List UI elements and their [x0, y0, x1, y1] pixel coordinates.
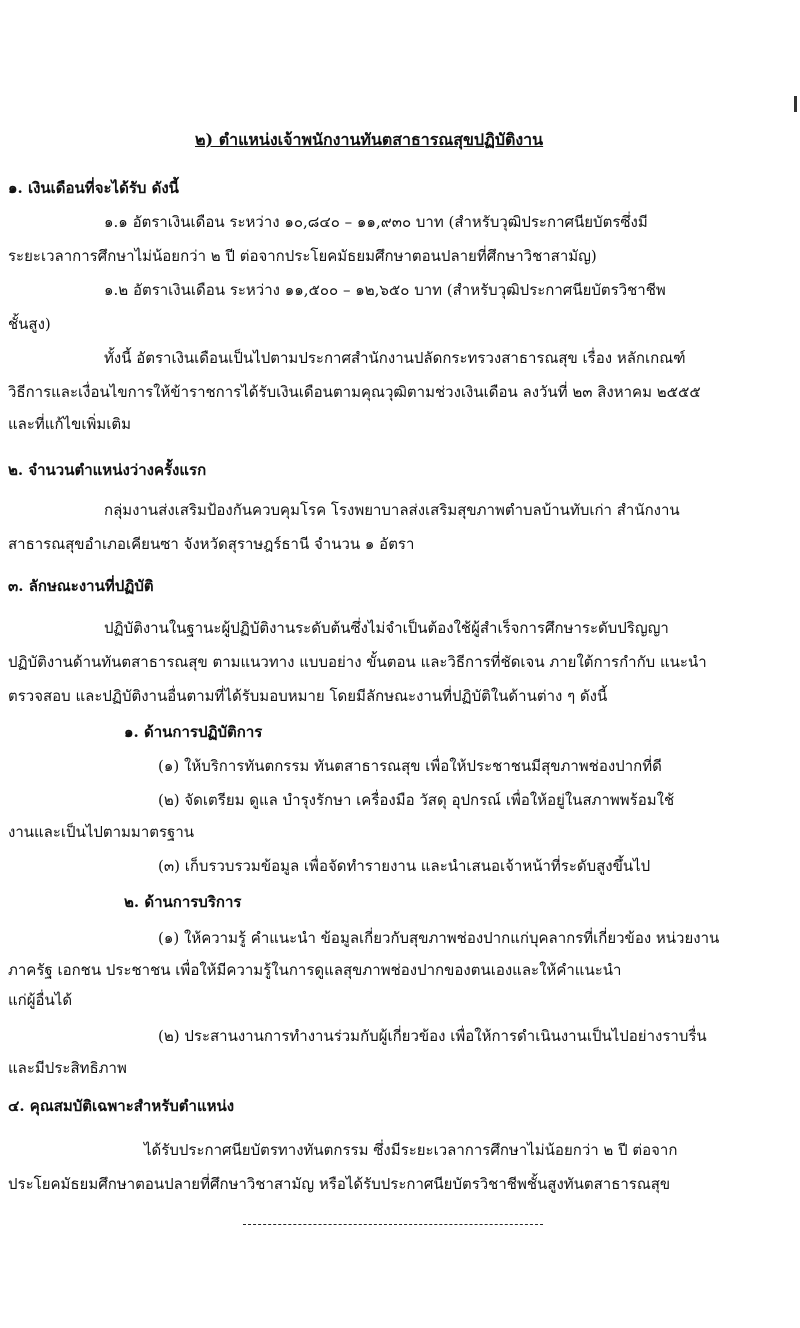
operations-heading: ๑. ด้านการปฏิบัติการ — [124, 723, 263, 741]
section-title: ๒) ตำแหน่งเจ้าพนักงานทันตสาธารณสุขปฏิบัติงาน — [195, 130, 544, 149]
salary-note-line-2: วิธีการและเงื่อนไขการให้ข้าราชการได้รับเงินเดือนตามคุณวุฒิตามช่วงเงินเดือน ลงวันที่ ๒๓ สิงหาคม ๒๕๕๕ — [8, 383, 701, 401]
qualifications-heading: ๔. คุณสมบัติเฉพาะสำหรับตำแหน่ง — [8, 1097, 235, 1115]
operations-item-1: (๑) ให้บริการทันตกรรม ทันตสาธารณสุข เพื่อให้ประชาชนมีสุขภาพช่องปากที่ดี — [158, 757, 662, 775]
duties-intro-line-3: ตรวจสอบ และปฏิบัติงานอื่นตามที่ได้รับมอบหมาย โดยมีลักษณะงานที่ปฏิบัติในด้านต่าง ๆ ดังนี้ — [8, 687, 608, 705]
duties-heading: ๓. ลักษณะงานที่ปฏิบัติ — [8, 577, 154, 595]
salary-rate-1-line-2: ระยะเวลาการศึกษาไม่น้อยกว่า ๒ ปี ต่อจากประโยคมัธยมศึกษาตอนปลายที่ศึกษาวิชาสามัญ) — [8, 247, 597, 265]
operations-item-2-line-2: งานและเป็นไปตามมาตรฐาน — [8, 823, 194, 841]
salary-heading: ๑. เงินเดือนที่จะได้รับ ดังนี้ — [8, 179, 179, 197]
end-divider — [243, 1224, 543, 1225]
service-heading: ๒. ด้านการบริการ — [124, 893, 242, 911]
qualifications-line-2: ประโยคมัธยมศึกษาตอนปลายที่ศึกษาวิชาสามัญ หรือได้รับประกาศนียบัตรวิชาชีพชั้นสูงทันตสาธารณสุข — [8, 1175, 671, 1193]
vacancy-line-2: สาธารณสุขอำเภอเคียนซา จังหวัดสุราษฎร์ธานี จำนวน ๑ อัตรา — [8, 535, 415, 553]
vacancy-heading: ๒. จำนวนตำแหน่งว่างครั้งแรก — [8, 461, 207, 479]
salary-rate-2-line-2: ชั้นสูง) — [8, 315, 51, 333]
service-item-2-line-1: (๒) ประสานงานการทำงานร่วมกับผู้เกี่ยวข้อง เพื่อให้การดำเนินงานเป็นไปอย่างราบรื่น — [158, 1027, 707, 1045]
salary-note-line-3: และที่แก้ไขเพิ่มเติม — [8, 415, 132, 433]
service-item-1-line-3: แก่ผู้อื่นได้ — [8, 991, 73, 1009]
vacancy-line-1: กลุ่มงานส่งเสริมป้องกันควบคุมโรค โรงพยาบาลส่งเสริมสุขภาพตำบลบ้านทับเก่า สำนักงาน — [104, 501, 680, 519]
qualifications-line-1: ได้รับประกาศนียบัตรทางทันตกรรม ซึ่งมีระยะเวลาการศึกษาไม่น้อยกว่า ๒ ปี ต่อจาก — [144, 1141, 678, 1159]
duties-intro-line-1: ปฏิบัติงานในฐานะผู้ปฏิบัติงานระดับต้นซึ่งไม่จำเป็นต้องใช้ผู้สำเร็จการศึกษาระดับปริญญา — [104, 619, 669, 637]
scan-edge-mark — [794, 96, 797, 112]
salary-note-line-1: ทั้งนี้ อัตราเงินเดือนเป็นไปตามประกาศสำนักงานปลัดกระทรวงสาธารณสุข เรื่อง หลักเกณฑ์ — [104, 349, 686, 367]
operations-item-3: (๓) เก็บรวบรวมข้อมูล เพื่อจัดทำรายงาน และนำเสนอเจ้าหน้าที่ระดับสูงขึ้นไป — [158, 857, 651, 875]
service-item-2-line-2: และมีประสิทธิภาพ — [8, 1059, 127, 1077]
service-item-1-line-1: (๑) ให้ความรู้ คำแนะนำ ข้อมูลเกี่ยวกับสุขภาพช่องปากแก่บุคลากรที่เกี่ยวข้อง หน่วยงาน — [158, 929, 720, 947]
salary-rate-2-line-1: ๑.๒ อัตราเงินเดือน ระหว่าง ๑๑,๕๐๐ – ๑๒,๖๕๐ บาท (สำหรับวุฒิประกาศนียบัตรวิชาชีพ — [104, 281, 666, 299]
duties-intro-line-2: ปฏิบัติงานด้านทันตสาธารณสุข ตามแนวทาง แบบอย่าง ขั้นตอน และวิธีการที่ชัดเจน ภายใต้การกำกับ แนะนำ — [8, 653, 707, 671]
salary-rate-1-line-1: ๑.๑ อัตราเงินเดือน ระหว่าง ๑๐,๘๔๐ – ๑๑,๙๓๐ บาท (สำหรับวุฒิประกาศนียบัตรซึ่งมี — [104, 213, 648, 231]
operations-item-2-line-1: (๒) จัดเตรียม ดูแล บำรุงรักษา เครื่องมือ วัสดุ อุปกรณ์ เพื่อให้อยู่ในสภาพพร้อมใช้ — [158, 791, 675, 809]
service-item-1-line-2: ภาครัฐ เอกชน ประชาชน เพื่อให้มีความรู้ในการดูแลสุขภาพช่องปากของตนเองและให้คำแนะนำ — [8, 961, 622, 979]
